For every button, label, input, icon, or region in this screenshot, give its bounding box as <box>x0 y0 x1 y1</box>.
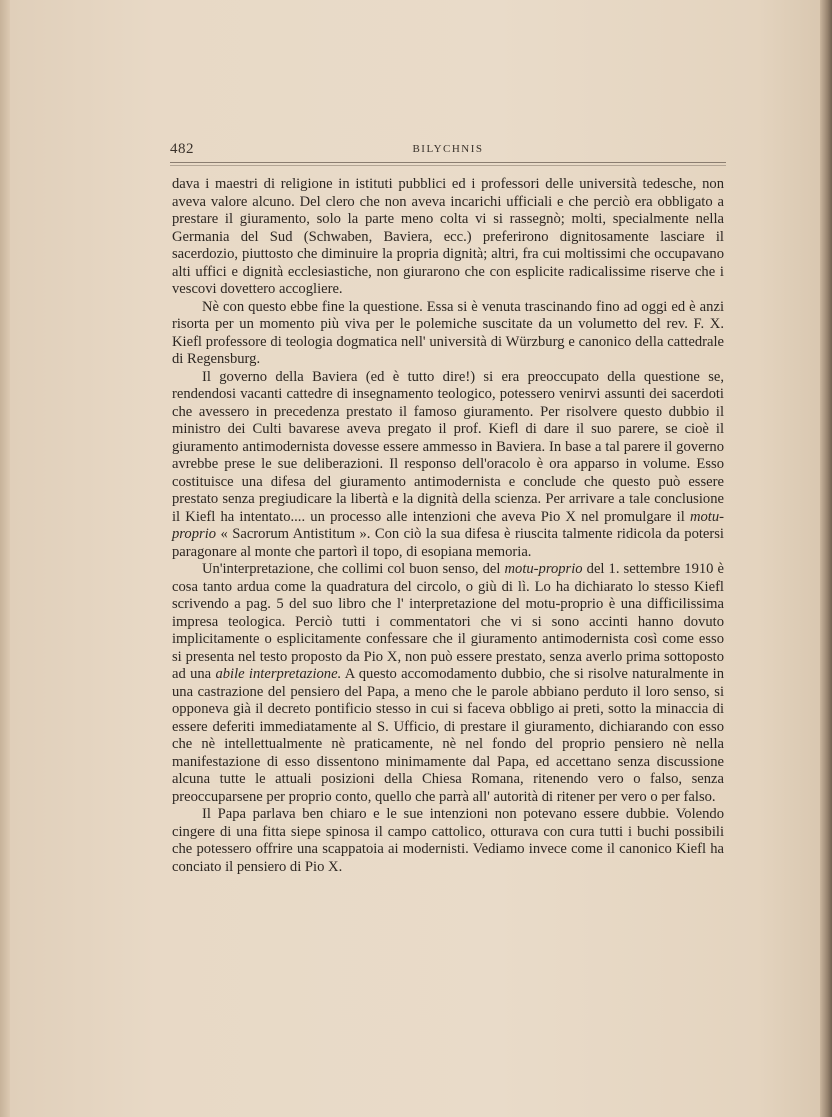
header-rule <box>170 162 726 166</box>
paragraph-text: dava i maestri di religione in istituti pubblici ed i professori delle università tedesche, non aveva valore alcuno. Del clero che non aveva incarichi ufficiali e che perciò era obbligato a prestare il giuramento, solo la parte meno colta vi si rassegnò; molti, specialmente nella Germania del Sud (Schwaben, Baviera, ecc.) preferirono dignitosamente lasciare il sacerdozio, piuttosto che diminuire la propria dignità; altri, fra cui moltissimi che occupavano alti uffici e dignità ecclesiastiche, non giurarono che con esplicite radicalissime riserve che i vescovi dovettero accogliere. <box>172 176 724 297</box>
running-title: BILYCHNIS <box>412 143 484 155</box>
italic-term: motu-proprio <box>504 561 583 577</box>
paragraph-2 <box>172 299 724 369</box>
page-number: 482 <box>170 141 194 157</box>
paragraph-text: Un'interpretazione, che collimi col buon senso, del <box>202 561 505 577</box>
paragraph-text: Il governo della Baviera (ed è tutto dire!) si era preoccupato della questione se, rendendosi vacanti cattedre di insegnamento teologico, potessero venirvi assunti dei sacerdoti che avessero in precedenza prestato il famoso giuramento. Per risolvere questo dubbio il ministro dei Culti bavarese aveva pregato il prof. Kiefl di dare il suo parere, se cioè il giuramento antimodernista dovesse essere ammesso in Baviera. In base a tal parere il governo avrebbe prese le sue deliberazioni. Il responso dell'oracolo è ora apparso in volume. Esso costituisce una difesa del giuramento antimodernista e conclude che questo può essere prestato senza pregiudicare la libertà e la dignità della scienza. Per arrivare a tale conclusione il Kiefl ha intentato.... un processo alle intenzioni che aveva Pio X nel promulgare il <box>172 368 724 525</box>
paragraph-text: Il Papa parlava ben chiaro e le sue intenzioni non potevano essere dubbie. Volendo cingere di una fitta siepe spinosa il campo cattolico, otturava con cura tutti i buchi possibili che potessero offrire una scappatoia ai modernisti. Vediamo invece come il canonico Kiefl ha conciato il pensiero di Pio X. <box>172 806 724 875</box>
italic-term: motu-proprio <box>172 508 724 542</box>
italic-term: abile interpretazione. <box>215 666 342 682</box>
page-left-edge <box>0 0 10 1117</box>
paragraph-text: del 1. settembre 1910 è cosa tanto ardua come la quadratura del circolo, o giù di lì. Lo ha dichiarato lo stesso Kiefl scrivendo a pag. 5 del suo libro che l' interpretazione del motu-proprio è una difficilissima impresa teologica. Perciò tutti i commentatori che vi si sono accinti hanno dovuto implicitamente o esplicitamente confessare che il giuramento antimodernista così come esso si presenta nel testo proposto da Pio X, non può essere prestato, senza averlo prima sottoposto ad una <box>172 561 724 682</box>
paragraph-text: A questo accomodamento dubbio, che si risolve naturalmente in una castrazione del pensiero del Papa, a meno che le parole abbiano perduto il loro senso, si opponeva già il decreto pontificio stesso in cui si faceva obbligo ai preti, sotto la minaccia di essere deferiti immediatamente al S. Ufficio, di prestare il giuramento, dichiarando con esso che nè intellettualmente nè praticamente, nè nel fondo del proprio pensiero nè nella manifestazione di esso dissentono minimamente dal Papa, ed accettano senza discussione alcuna tutte le attuali posizioni della Chiesa Romana, ritenendo vero o falso, senza preoccuparsene per proprio conto, quello che parrà all' autorità di ritener per vero o per falso. <box>172 666 724 805</box>
running-header <box>170 141 726 161</box>
paragraph-text: « Sacrorum Antistitum ». Con ciò la sua difesa è riuscita talmente ridicola da potersi paragonare al monte che partorì il topo, di esopiana memoria. <box>172 526 724 560</box>
paragraph-4 <box>172 561 724 806</box>
body-text <box>172 176 724 876</box>
paragraph-5 <box>172 806 724 876</box>
paragraph-3 <box>172 369 724 562</box>
paragraph-text: Nè con questo ebbe fine la questione. Essa si è venuta trascinando fino ad oggi ed è anzi risorta per un momento più viva per le polemiche suscitate da un volumetto del rev. F. X. Kiefl professore di teologia dogmatica nell' università di Würzburg e canonico della cattedrale di Regensburg. <box>172 298 724 367</box>
paragraph-1 <box>172 176 724 299</box>
book-spine-edge <box>820 0 832 1117</box>
